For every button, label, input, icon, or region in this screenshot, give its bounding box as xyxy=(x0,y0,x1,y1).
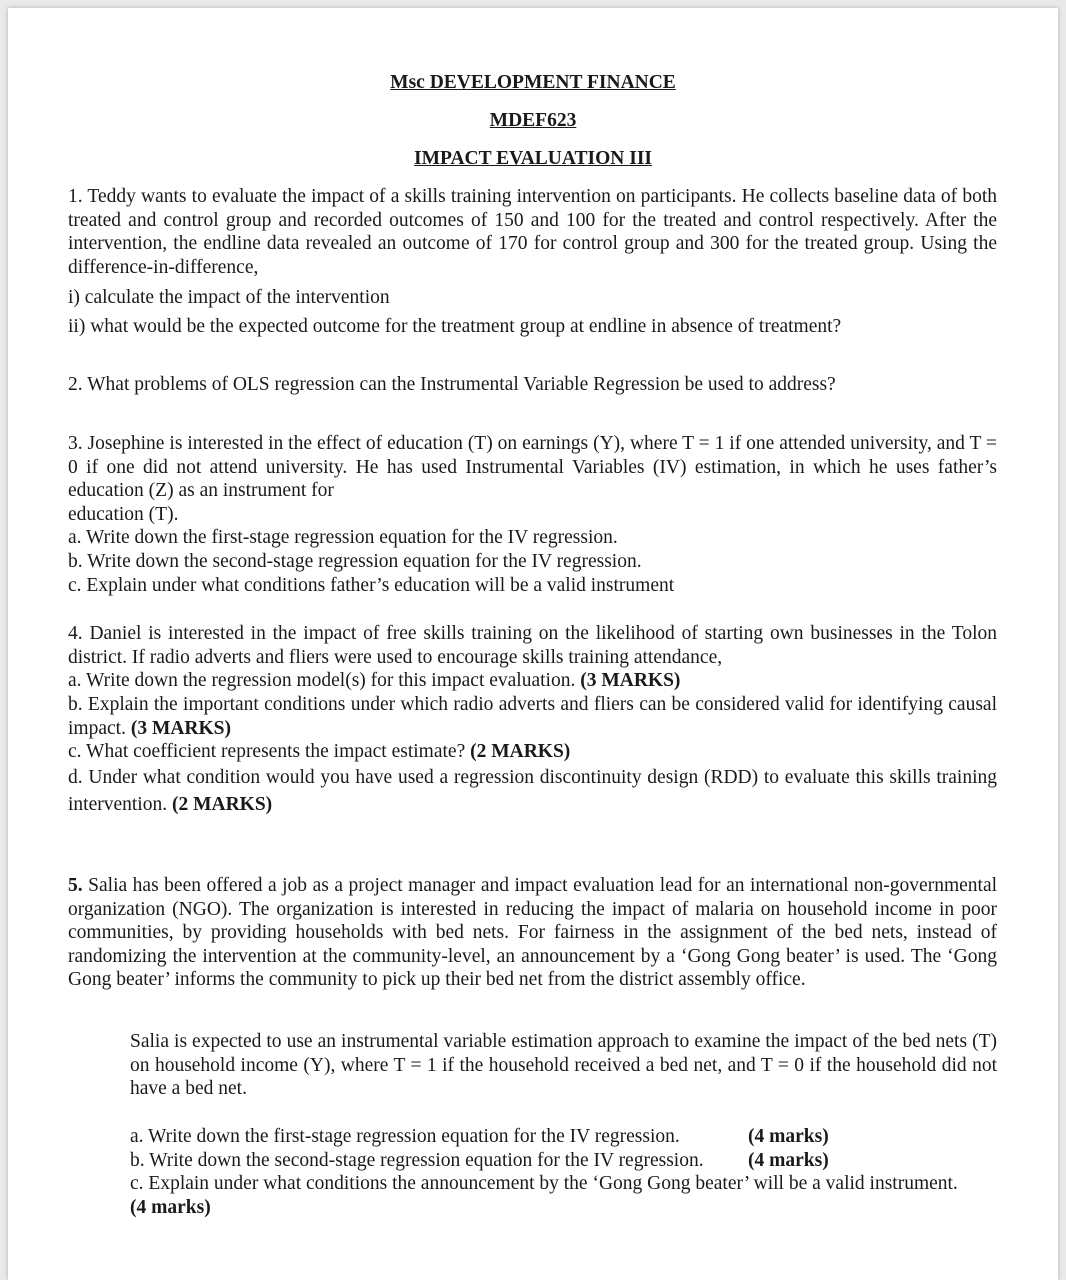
q5-paragraph-2: Salia is expected to use an instrumental variable estimation approach to examine the impact of the bed nets (T) on household income (Y), where T = 1 if the household received a bed net, and T = 0 if the household did not have a bed net. xyxy=(130,1031,997,1100)
program-title: Msc DEVELOPMENT FINANCE xyxy=(390,72,676,93)
q4-part-d-marks: (2 MARKS) xyxy=(171,794,273,815)
q4-part-c-text: c. What coefficient represents the impact estimate? xyxy=(68,741,466,762)
q3-part-a: a. Write down the first-stage regression equation for the IV regression. xyxy=(68,527,618,548)
q5-part-b-text: b. Write down the second-stage regression equation for the IV regression. xyxy=(130,1150,704,1171)
q4-part-c xyxy=(68,740,997,764)
q1-part-ii: ii) what would be the expected outcome for the treatment group at endline in absence of treatment? xyxy=(68,316,842,337)
q5-part-a-text: a. Write down the first-stage regression equation for the IV regression. xyxy=(130,1126,680,1147)
q3-part-b: b. Write down the second-stage regression equation for the IV regression. xyxy=(68,551,642,572)
q4-part-b-text: b. Explain the important conditions under which radio adverts and fliers can be considered valid for identifying causal impact. xyxy=(68,694,997,739)
q5-part-c xyxy=(130,1172,997,1219)
q4-part-d-text: d. Under what condition would you have used a regression discontinuity design (RDD) to evaluate this skills training intervention. xyxy=(68,767,997,815)
q5-stem-text: Salia has been offered a job as a project manager and impact evaluation lead for an international non-governmental organization (NGO). The organization is interested in reducing the impact of malaria on household income in poor communities, by providing households with bed nets. For fairness in the assignment of the bed nets, instead of randomizing the intervention at the community-level, an announcement by a ‘Gong Gong beater’ is used. The ‘Gong Gong beater’ informs the community to pick up their bed net from the district assembly office. xyxy=(68,875,998,991)
course-title: IMPACT EVALUATION III xyxy=(413,148,653,169)
q5-part-b xyxy=(130,1149,997,1173)
q4-stem: 4. Daniel is interested in the impact of free skills training on the likelihood of starting own businesses in the Tolon district. If radio adverts and fliers were used to encourage skills training attendance, xyxy=(68,623,997,668)
q4-part-a xyxy=(68,669,997,693)
q5-number: 5. xyxy=(68,875,83,896)
q5-stem xyxy=(68,874,997,992)
q4-part-a-marks: (3 MARKS) xyxy=(580,670,681,691)
q3-stem: 3. Josephine is interested in the effect of education (T) on earnings (Y), where T = 1 if one attended university, and T = 0 if one did not attend university. He has used Instrumental Variables (IV) estimation, in which he uses father’s education (Z) as an instrument for xyxy=(68,433,997,502)
q1-stem: 1. Teddy wants to evaluate the impact of a skills training intervention on participants. He collects baseline data of both treated and control group and recorded outcomes of 150 and 100 for the treated and control respectively. After the intervention, the endline data revealed an outcome of 170 for control group and 300 for the treated group. Using the difference-in-difference, xyxy=(68,186,997,278)
q5-part-a-marks: (4 marks) xyxy=(748,1126,829,1147)
q2-stem: 2. What problems of OLS regression can the Instrumental Variable Regression be used to address? xyxy=(68,374,836,395)
q4-part-a-text: a. Write down the regression model(s) for this impact evaluation. xyxy=(68,670,576,691)
q5-part-c-text: c. Explain under what conditions the announcement by the ‘Gong Gong beater’ will be a valid instrument. xyxy=(130,1173,958,1194)
q5-part-b-marks: (4 marks) xyxy=(748,1150,829,1171)
q4-part-b xyxy=(68,693,997,740)
q3-part-c: c. Explain under what conditions father’s education will be a valid instrument xyxy=(68,575,675,596)
q4-part-b-marks: (3 MARKS) xyxy=(130,717,232,739)
q1-part-i: i) calculate the impact of the intervention xyxy=(68,287,390,308)
q5-part-a xyxy=(130,1125,997,1149)
q4-part-c-marks: (2 MARKS) xyxy=(470,741,571,762)
course-code: MDEF623 xyxy=(489,110,577,131)
q5-part-c-marks: (4 marks) xyxy=(130,1196,211,1218)
q4-part-d xyxy=(68,764,997,818)
q3-stem-cont: education (T). xyxy=(68,504,179,525)
